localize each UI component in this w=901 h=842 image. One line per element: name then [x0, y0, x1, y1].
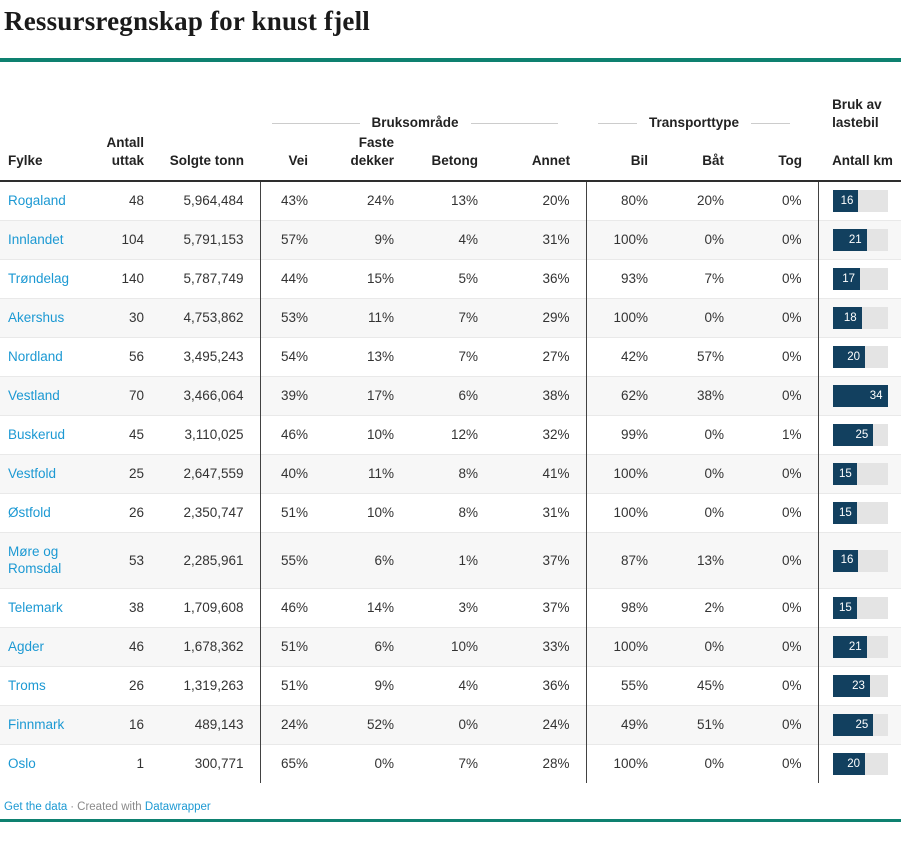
cell-faste-dekker: 14%: [324, 589, 410, 628]
table-row: [0, 667, 901, 706]
cell-fylke: [0, 181, 100, 221]
cell-solgte-tonn: 3,110,025: [160, 416, 260, 455]
cell-annet: 38%: [494, 377, 586, 416]
county-link[interactable]: Troms: [8, 678, 46, 693]
km-bar-fill: [833, 753, 865, 775]
cell-bat: 0%: [664, 416, 740, 455]
cell-annet: 32%: [494, 416, 586, 455]
col-bil: Bil: [586, 134, 664, 181]
cell-bat: 13%: [664, 533, 740, 589]
cell-antall-km: [818, 221, 901, 260]
cell-betong: 5%: [410, 260, 494, 299]
km-bar-label: 17: [842, 272, 856, 285]
bottom-divider: [0, 819, 901, 822]
cell-vei: 57%: [260, 221, 324, 260]
cell-bat: 38%: [664, 377, 740, 416]
table-row: [0, 455, 901, 494]
cell-antall-uttak: 26: [100, 494, 160, 533]
cell-bil: 100%: [586, 628, 664, 667]
cell-bat: 0%: [664, 628, 740, 667]
cell-antall-uttak: 16: [100, 706, 160, 745]
cell-tog: 0%: [740, 338, 818, 377]
cell-bil: 55%: [586, 667, 664, 706]
county-link[interactable]: Oslo: [8, 756, 36, 771]
cell-antall-uttak: 1: [100, 745, 160, 784]
col-betong: Betong: [410, 134, 494, 181]
cell-faste-dekker: 52%: [324, 706, 410, 745]
km-bar-label: 21: [848, 233, 862, 246]
col-tonn: Solgte tonn: [160, 134, 260, 181]
county-link[interactable]: Akershus: [8, 310, 65, 325]
km-bar-fill: [833, 307, 862, 329]
cell-bat: 20%: [697, 193, 725, 208]
cell-bat: 0%: [664, 299, 740, 338]
group-transporttype: Transporttype: [586, 74, 818, 134]
km-bar-label: 18: [843, 311, 857, 324]
cell-solgte-tonn: 3,495,243: [160, 338, 260, 377]
km-bar-track: [833, 229, 888, 251]
col-bat: Båt: [664, 134, 740, 181]
county-link[interactable]: Rogaland: [8, 193, 66, 208]
county-link[interactable]: Trøndelag: [8, 271, 70, 286]
cell-antall-uttak: 70: [100, 377, 160, 416]
cell-faste-dekker: 6%: [324, 628, 410, 667]
cell-solgte-tonn: 1,709,608: [160, 589, 260, 628]
column-group-row: [0, 74, 901, 134]
km-bar-label: 25: [855, 428, 869, 441]
cell-faste-dekker: 0%: [324, 745, 410, 784]
cell-bil: 87%: [586, 533, 664, 589]
cell-faste-dekker: 24%: [366, 193, 395, 208]
cell-antall-km: [818, 416, 901, 455]
created-with-label: Created with: [77, 801, 142, 813]
cell-antall-km: [818, 628, 901, 667]
group-line-left: [272, 123, 360, 124]
cell-fylke: [0, 338, 100, 377]
cell-antall-km: [818, 494, 901, 533]
table-row: [0, 338, 901, 377]
cell-antall-km: [818, 706, 901, 745]
cell-antall-km: [818, 455, 901, 494]
cell-annet: 36%: [494, 667, 586, 706]
cell-tog: 0%: [740, 260, 818, 299]
cell-faste-dekker: 13%: [324, 338, 410, 377]
km-bar-track: [833, 346, 888, 368]
cell-betong: 13%: [450, 193, 479, 208]
cell-bil: 100%: [586, 745, 664, 784]
cell-faste-dekker: 6%: [324, 533, 410, 589]
county-link[interactable]: Finnmark: [8, 717, 65, 732]
cell-antall-uttak: 26: [100, 667, 160, 706]
cell-fylke: [0, 260, 100, 299]
cell-solgte-tonn: 2,350,747: [160, 494, 260, 533]
cell-annet: 37%: [494, 589, 586, 628]
cell-antall-uttak: 104: [100, 221, 160, 260]
cell-tog: 0%: [740, 628, 818, 667]
cell-faste-dekker: 11%: [324, 455, 410, 494]
cell-fylke: [0, 745, 100, 784]
km-bar-fill: [833, 190, 859, 212]
cell-bat: 57%: [664, 338, 740, 377]
cell-antall-km: [818, 377, 901, 416]
cell-vei: 39%: [260, 377, 324, 416]
cell-solgte-tonn: 4,753,862: [160, 299, 260, 338]
cell-bil: 98%: [586, 589, 664, 628]
km-bar-fill: [833, 229, 867, 251]
cell-vei: 55%: [260, 533, 324, 589]
cell-antall-uttak: 25: [100, 455, 160, 494]
cell-annet: 20%: [542, 193, 570, 208]
km-bar-label: 20: [847, 350, 860, 363]
km-bar-fill: [833, 385, 888, 407]
cell-fylke: [0, 667, 100, 706]
table-row: [0, 706, 901, 745]
cell-faste-dekker: 15%: [324, 260, 410, 299]
cell-betong: 0%: [410, 706, 494, 745]
cell-tog: 1%: [740, 416, 818, 455]
top-divider: [0, 58, 901, 62]
cell-bil: 49%: [586, 706, 664, 745]
cell-vei: 44%: [260, 260, 324, 299]
cell-antall-uttak: 38: [100, 589, 160, 628]
cell-tog: 0%: [740, 455, 818, 494]
county-link[interactable]: Vestland: [8, 388, 60, 403]
table-row: [0, 628, 901, 667]
cell-annet: 36%: [494, 260, 586, 299]
cell-solgte-tonn: 5,964,484: [183, 193, 244, 208]
table-row: [0, 260, 901, 299]
cell-betong: 12%: [410, 416, 494, 455]
table-row: [0, 181, 901, 221]
county-link[interactable]: Vestfold: [8, 466, 57, 481]
footer: [4, 800, 901, 814]
cell-bil: 100%: [586, 494, 664, 533]
cell-vei: 51%: [260, 667, 324, 706]
cell-antall-km: [818, 260, 901, 299]
cell-tog: 0%: [740, 494, 818, 533]
cell-annet: 24%: [494, 706, 586, 745]
cell-annet: 41%: [494, 455, 586, 494]
cell-betong: 1%: [410, 533, 494, 589]
cell-bat: 0%: [664, 494, 740, 533]
cell-bat: 7%: [664, 260, 740, 299]
km-bar-fill: [833, 597, 857, 619]
cell-faste-dekker: 9%: [324, 221, 410, 260]
cell-fylke: [0, 589, 100, 628]
cell-annet: 31%: [494, 221, 586, 260]
col-faste: Faste dekker: [324, 134, 410, 181]
county-link[interactable]: Møre og Romsdal: [8, 544, 62, 576]
get-data-link[interactable]: Get the data: [4, 801, 68, 813]
km-bar-fill: [833, 424, 874, 446]
cell-betong: 6%: [410, 377, 494, 416]
cell-vei: 40%: [260, 455, 324, 494]
km-bar-track: [833, 307, 888, 329]
cell-fylke: [0, 221, 100, 260]
km-bar-fill: [833, 636, 867, 658]
cell-vei: 46%: [260, 589, 324, 628]
km-bar-track: [833, 597, 888, 619]
page-title: Ressursregnskap for knust fjell: [4, 6, 370, 36]
cell-vei: 65%: [260, 745, 324, 784]
cell-bil: 100%: [586, 455, 664, 494]
cell-betong: 7%: [410, 299, 494, 338]
cell-bat: 45%: [664, 667, 740, 706]
table-row: [0, 377, 901, 416]
cell-fylke: [0, 377, 100, 416]
km-bar-label: 34: [869, 389, 883, 402]
cell-solgte-tonn: 3,466,064: [160, 377, 260, 416]
cell-antall-km: [818, 745, 901, 784]
cell-tog: 0%: [740, 745, 818, 784]
km-bar-label: 20: [847, 757, 860, 770]
cell-faste-dekker: 11%: [324, 299, 410, 338]
col-fylke: Fylke: [0, 134, 100, 181]
cell-tog: 0%: [740, 221, 818, 260]
cell-bat: 0%: [664, 221, 740, 260]
cell-solgte-tonn: 2,285,961: [160, 533, 260, 589]
county-link[interactable]: Telemark: [8, 600, 63, 615]
col-uttak: Antall uttak: [100, 134, 160, 181]
col-vei: Vei: [260, 134, 324, 181]
group-line-right: [751, 123, 790, 124]
cell-annet: 37%: [494, 533, 586, 589]
km-bar-label: 15: [838, 467, 852, 480]
cell-bil: 42%: [586, 338, 664, 377]
cell-bat: 0%: [664, 455, 740, 494]
cell-solgte-tonn: 1,678,362: [160, 628, 260, 667]
table-row: [0, 221, 901, 260]
km-bar-track: [833, 190, 888, 212]
cell-solgte-tonn: 300,771: [160, 745, 260, 784]
cell-betong: 10%: [410, 628, 494, 667]
table-row: [0, 416, 901, 455]
cell-betong: 4%: [410, 221, 494, 260]
column-header-row: [0, 134, 901, 181]
cell-bil: 99%: [586, 416, 664, 455]
datawrapper-link[interactable]: Datawrapper: [144, 801, 211, 813]
cell-betong: 7%: [410, 745, 494, 784]
km-bar-track: [833, 675, 888, 697]
cell-bil: 100%: [586, 221, 664, 260]
col-km: Antall km: [818, 134, 901, 181]
group-spacer: [0, 74, 260, 134]
cell-fylke: [0, 706, 100, 745]
cell-betong: 8%: [410, 494, 494, 533]
col-tog: Tog: [740, 134, 818, 181]
km-bar-label: 15: [838, 506, 852, 519]
km-bar-fill: [833, 714, 874, 736]
km-bar-track: [833, 385, 888, 407]
cell-vei: 43%: [260, 181, 324, 221]
cell-fylke: [0, 628, 100, 667]
km-bar-track: [833, 502, 888, 524]
km-bar-fill: [833, 346, 865, 368]
km-bar-label: 25: [855, 718, 869, 731]
cell-bat: 51%: [664, 706, 740, 745]
km-bar-track: [833, 268, 888, 290]
table-row: [0, 533, 901, 589]
cell-bat: 2%: [664, 589, 740, 628]
cell-tog: 0%: [740, 667, 818, 706]
group-line-left: [598, 123, 637, 124]
km-bar-label: 16: [840, 554, 854, 566]
cell-bil: 100%: [586, 299, 664, 338]
cell-solgte-tonn: 5,787,749: [160, 260, 260, 299]
cell-antall-km: [818, 338, 901, 377]
cell-solgte-tonn: 2,647,559: [160, 455, 260, 494]
cell-faste-dekker: 10%: [324, 416, 410, 455]
cell-fylke: [0, 416, 100, 455]
county-link[interactable]: Nordland: [8, 349, 63, 364]
cell-annet: 27%: [494, 338, 586, 377]
cell-solgte-tonn: 1,319,263: [160, 667, 260, 706]
cell-fylke: [0, 299, 100, 338]
cell-antall-km: [818, 181, 901, 221]
county-link[interactable]: Østfold: [8, 505, 51, 520]
km-bar-track: [833, 424, 888, 446]
km-bar-label: 21: [848, 640, 862, 653]
cell-tog: 0%: [740, 299, 818, 338]
km-bar-track: [833, 753, 888, 775]
cell-annet: 31%: [494, 494, 586, 533]
group-bruksomrade: Bruksområde: [260, 74, 586, 134]
cell-vei: 53%: [260, 299, 324, 338]
km-bar-label: 15: [838, 601, 852, 614]
cell-antall-uttak: 53: [100, 533, 160, 589]
cell-tog: 0%: [782, 193, 802, 208]
cell-annet: 28%: [494, 745, 586, 784]
cell-antall-uttak: 140: [100, 260, 160, 299]
km-bar-fill: [833, 502, 857, 524]
group-line-right: [471, 123, 559, 124]
cell-faste-dekker: 17%: [324, 377, 410, 416]
km-bar-fill: [833, 268, 861, 290]
cell-vei: 46%: [260, 416, 324, 455]
cell-tog: 0%: [740, 589, 818, 628]
col-annet: Annet: [494, 134, 586, 181]
cell-solgte-tonn: 489,143: [160, 706, 260, 745]
cell-annet: 33%: [494, 628, 586, 667]
cell-antall-km: [818, 589, 901, 628]
km-bar-track: [833, 714, 888, 736]
cell-bil: 62%: [586, 377, 664, 416]
cell-betong: 8%: [410, 455, 494, 494]
km-bar-track: [833, 636, 888, 658]
cell-vei: 54%: [260, 338, 324, 377]
county-link[interactable]: Agder: [8, 639, 45, 654]
cell-antall-uttak: 56: [100, 338, 160, 377]
cell-betong: 3%: [410, 589, 494, 628]
cell-vei: 24%: [260, 706, 324, 745]
table-row: [0, 589, 901, 628]
data-table: [0, 74, 901, 783]
group-bruk-av-lastebil: Bruk av lastebil: [832, 97, 882, 130]
cell-antall-km: [818, 299, 901, 338]
table-row: [0, 494, 901, 533]
km-bar-label: 23: [852, 679, 865, 692]
cell-bat: 0%: [664, 745, 740, 784]
km-bar-track: [833, 550, 888, 572]
cell-faste-dekker: 10%: [324, 494, 410, 533]
cell-fylke: [0, 494, 100, 533]
cell-antall-uttak: 48: [128, 193, 144, 208]
cell-tog: 0%: [740, 377, 818, 416]
km-bar-fill: [833, 675, 870, 697]
cell-fylke: [0, 533, 100, 589]
km-bar-fill: [833, 550, 859, 572]
cell-bil: 93%: [586, 260, 664, 299]
table-row: [0, 745, 901, 784]
cell-tog: 0%: [740, 706, 818, 745]
cell-tog: 0%: [740, 533, 818, 589]
footer-separator: ·: [70, 801, 75, 813]
cell-antall-uttak: 30: [100, 299, 160, 338]
cell-vei: 51%: [260, 628, 324, 667]
cell-antall-km: [818, 667, 901, 706]
cell-solgte-tonn: 5,791,153: [160, 221, 260, 260]
cell-bil: 80%: [586, 181, 664, 221]
cell-fylke: [0, 455, 100, 494]
county-link[interactable]: Innlandet: [8, 232, 64, 247]
cell-faste-dekker: 9%: [324, 667, 410, 706]
cell-betong: 4%: [410, 667, 494, 706]
km-bar-track: [833, 463, 888, 485]
km-bar-label: 16: [840, 194, 854, 207]
table-row: [0, 299, 901, 338]
cell-antall-uttak: 46: [100, 628, 160, 667]
cell-antall-km: [818, 533, 901, 589]
cell-vei: 51%: [260, 494, 324, 533]
county-link[interactable]: Buskerud: [8, 427, 66, 442]
cell-antall-uttak: 45: [100, 416, 160, 455]
km-bar-fill: [833, 463, 857, 485]
cell-annet: 29%: [494, 299, 586, 338]
cell-betong: 7%: [410, 338, 494, 377]
